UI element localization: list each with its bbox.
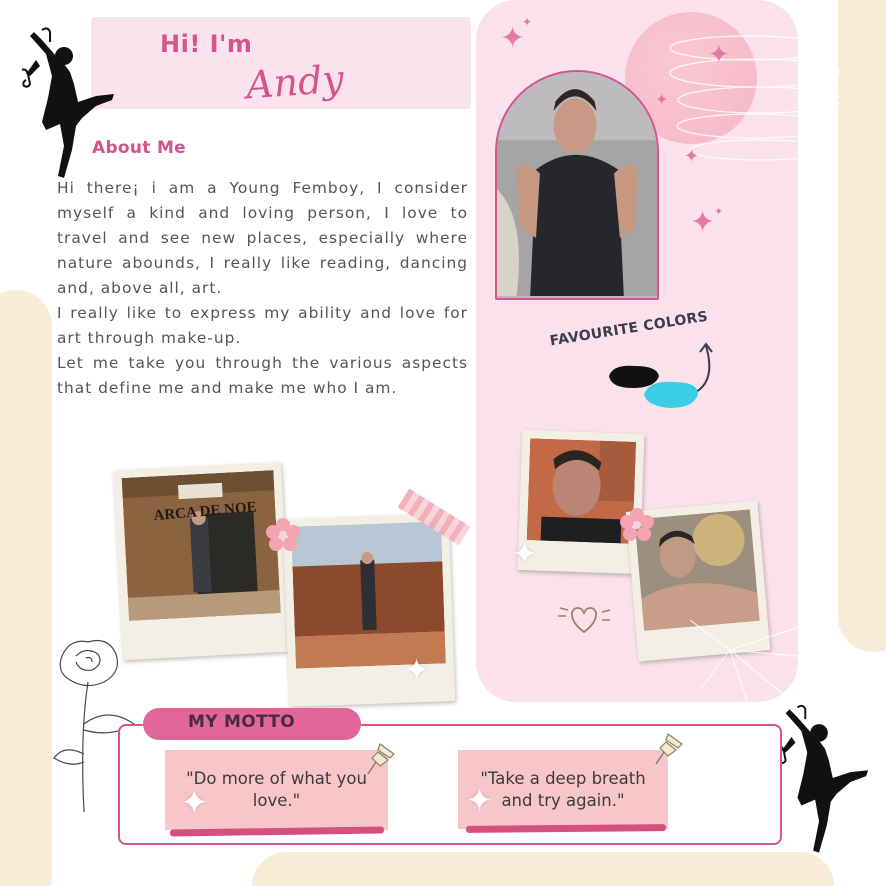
cream-decor-bottom [252,852,834,886]
favourite-colors-label: FAVOURITE COLORS [548,308,710,350]
sparkle-icon: ✦ [466,781,493,819]
cream-decor-right [838,0,886,652]
sparkle-icon: ✦ [500,21,526,56]
sparkle-icon: ✦ [684,146,700,167]
sparkle-icon: ✦ [180,783,209,823]
push-pin-icon [654,730,688,768]
dancer-silhouette-icon [768,703,874,859]
sparkle-icon: ✦ [522,15,533,29]
sparkle-icon: ✦ [655,90,669,109]
photo-image [122,470,281,621]
about-paragraph: Hi there¡ i am a Young Femboy, I consider myself a kind and loving person, I love to travel and see new places, especially where nature abounds, I really like reading, dancing and, above all, art. [57,179,468,297]
motto-quote-text: "Take a deep breath and try again." [480,768,646,810]
color-swatch-cyan [640,374,700,412]
flower-icon [266,518,300,552]
sparkle-icon: ✦ [512,537,538,572]
portrait-image [497,72,657,296]
motto-quote-text: "Do more of what you love." [186,769,367,810]
polaroid-photo [113,462,291,661]
photo-sign-text: ARCA DE NOE [152,499,258,525]
greeting-text: Hi! I'm [160,30,253,58]
heart-doodle-icon [556,598,612,638]
sparkle-icon: ✦ [714,205,724,218]
polaroid-photo [283,513,455,707]
light-burst-decoration [690,600,840,710]
motto-title: MY MOTTO [188,712,295,732]
sparkle-icon: ✦ [708,40,730,70]
dancer-silhouette-icon [12,26,120,184]
cream-decor-left [0,290,52,886]
photo-image [291,521,446,668]
about-paragraph: Let me take you through the various aspects that define me and make me who I am. [57,354,468,397]
push-pin-icon [366,740,400,778]
about-heading: About Me [92,138,186,158]
name-text: Andy [244,56,346,108]
portrait-photo [495,70,659,300]
about-paragraph: I really like to express my ability and love for art through make-up. [57,304,468,347]
sparkle-icon: ✦ [690,205,716,240]
about-text [57,176,468,401]
sparkle-icon: ✦ [404,653,430,688]
flower-icon [620,508,654,542]
